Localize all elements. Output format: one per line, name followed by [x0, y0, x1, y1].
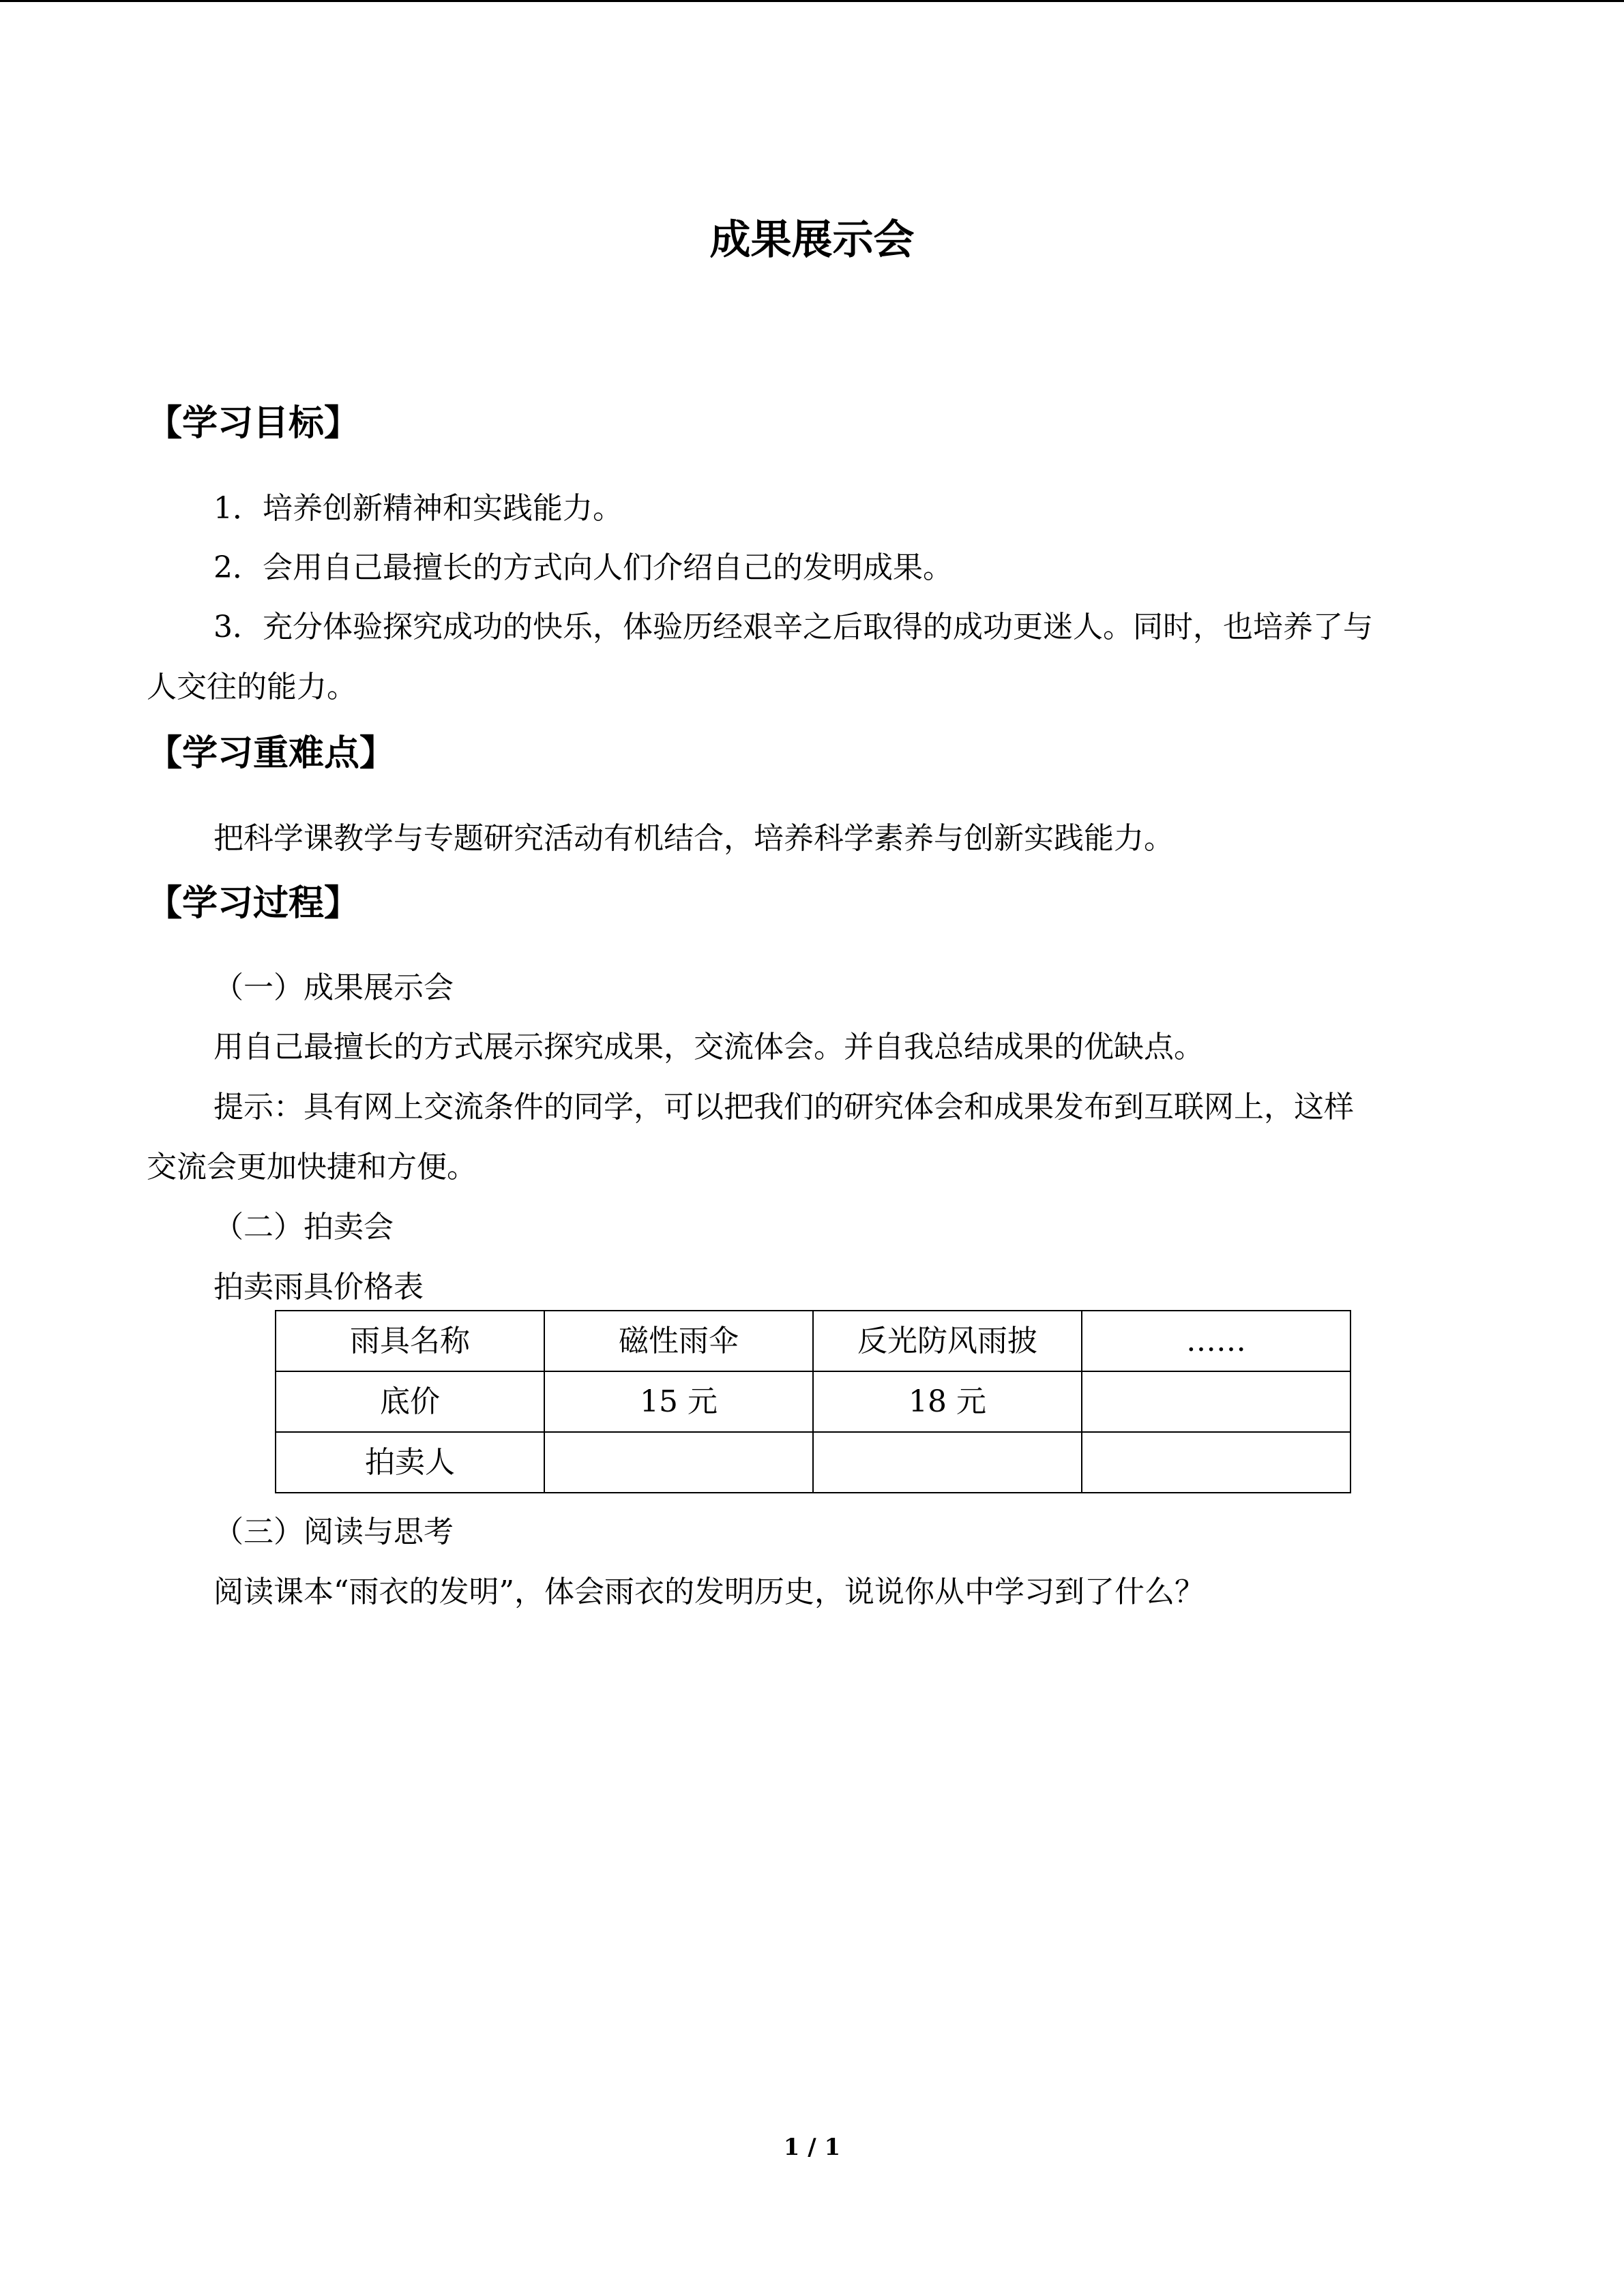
table-cell: 反光防风雨披: [813, 1311, 1082, 1371]
part1-text: 用自己最擅长的方式展示探究成果，交流体会。并自我总结成果的优缺点。: [213, 1030, 1204, 1064]
table-cell: 15 元: [544, 1371, 813, 1432]
objective-item-3-continuation: 人交往的能力。: [147, 670, 357, 704]
table-cell: 雨具名称: [276, 1311, 544, 1371]
table-row: [276, 1371, 1350, 1432]
table-cell: [544, 1432, 813, 1493]
table-cell: 拍卖人: [276, 1432, 544, 1493]
price-table: [275, 1310, 1351, 1493]
table-cell: 18 元: [813, 1371, 1082, 1432]
key-points-text: 把科学课教学与专题研究活动有机结合，培养科学素养与创新实践能力。: [213, 821, 1174, 856]
table-cell: ……: [1082, 1311, 1350, 1371]
table-row: [276, 1311, 1350, 1371]
part3-text: 阅读课本“雨衣的发明”，体会雨衣的发明历史，说说你从中学习到了什么？: [213, 1575, 1205, 1609]
top-border-line: [0, 0, 1624, 2]
objectives-heading: 【学习目标】: [147, 403, 360, 444]
table-cell: [1082, 1432, 1350, 1493]
objective-item-3: 3．充分体验探究成功的快乐，体验历经艰辛之后取得的成功更迷人。同时，也培养了与: [213, 610, 1373, 644]
part2-title: （二）拍卖会: [213, 1210, 394, 1244]
process-heading: 【学习过程】: [147, 883, 360, 924]
table-cell: [1082, 1371, 1350, 1432]
table-caption: 拍卖雨具价格表: [213, 1270, 424, 1304]
part1-tip-line1: 提示：具有网上交流条件的同学，可以把我们的研究体会和成果发布到互联网上，这样: [213, 1090, 1354, 1124]
part1-tip-line2: 交流会更加快捷和方便。: [147, 1150, 477, 1184]
key-points-heading: 【学习重难点】: [147, 733, 396, 774]
objective-item-1: 1．培养创新精神和实践能力。: [213, 491, 623, 526]
part3-title: （三）阅读与思考: [213, 1515, 454, 1549]
document-title: 成果展示会: [709, 216, 915, 264]
objective-item-2: 2．会用自己最擅长的方式向人们介绍自己的发明成果。: [213, 550, 953, 585]
table-row: [276, 1432, 1350, 1493]
table-cell: [813, 1432, 1082, 1493]
table-cell: 磁性雨伞: [544, 1311, 813, 1371]
table-cell: 底价: [276, 1371, 544, 1432]
page-number: 1 / 1: [783, 2134, 841, 2161]
part1-title: （一）成果展示会: [213, 970, 454, 1005]
